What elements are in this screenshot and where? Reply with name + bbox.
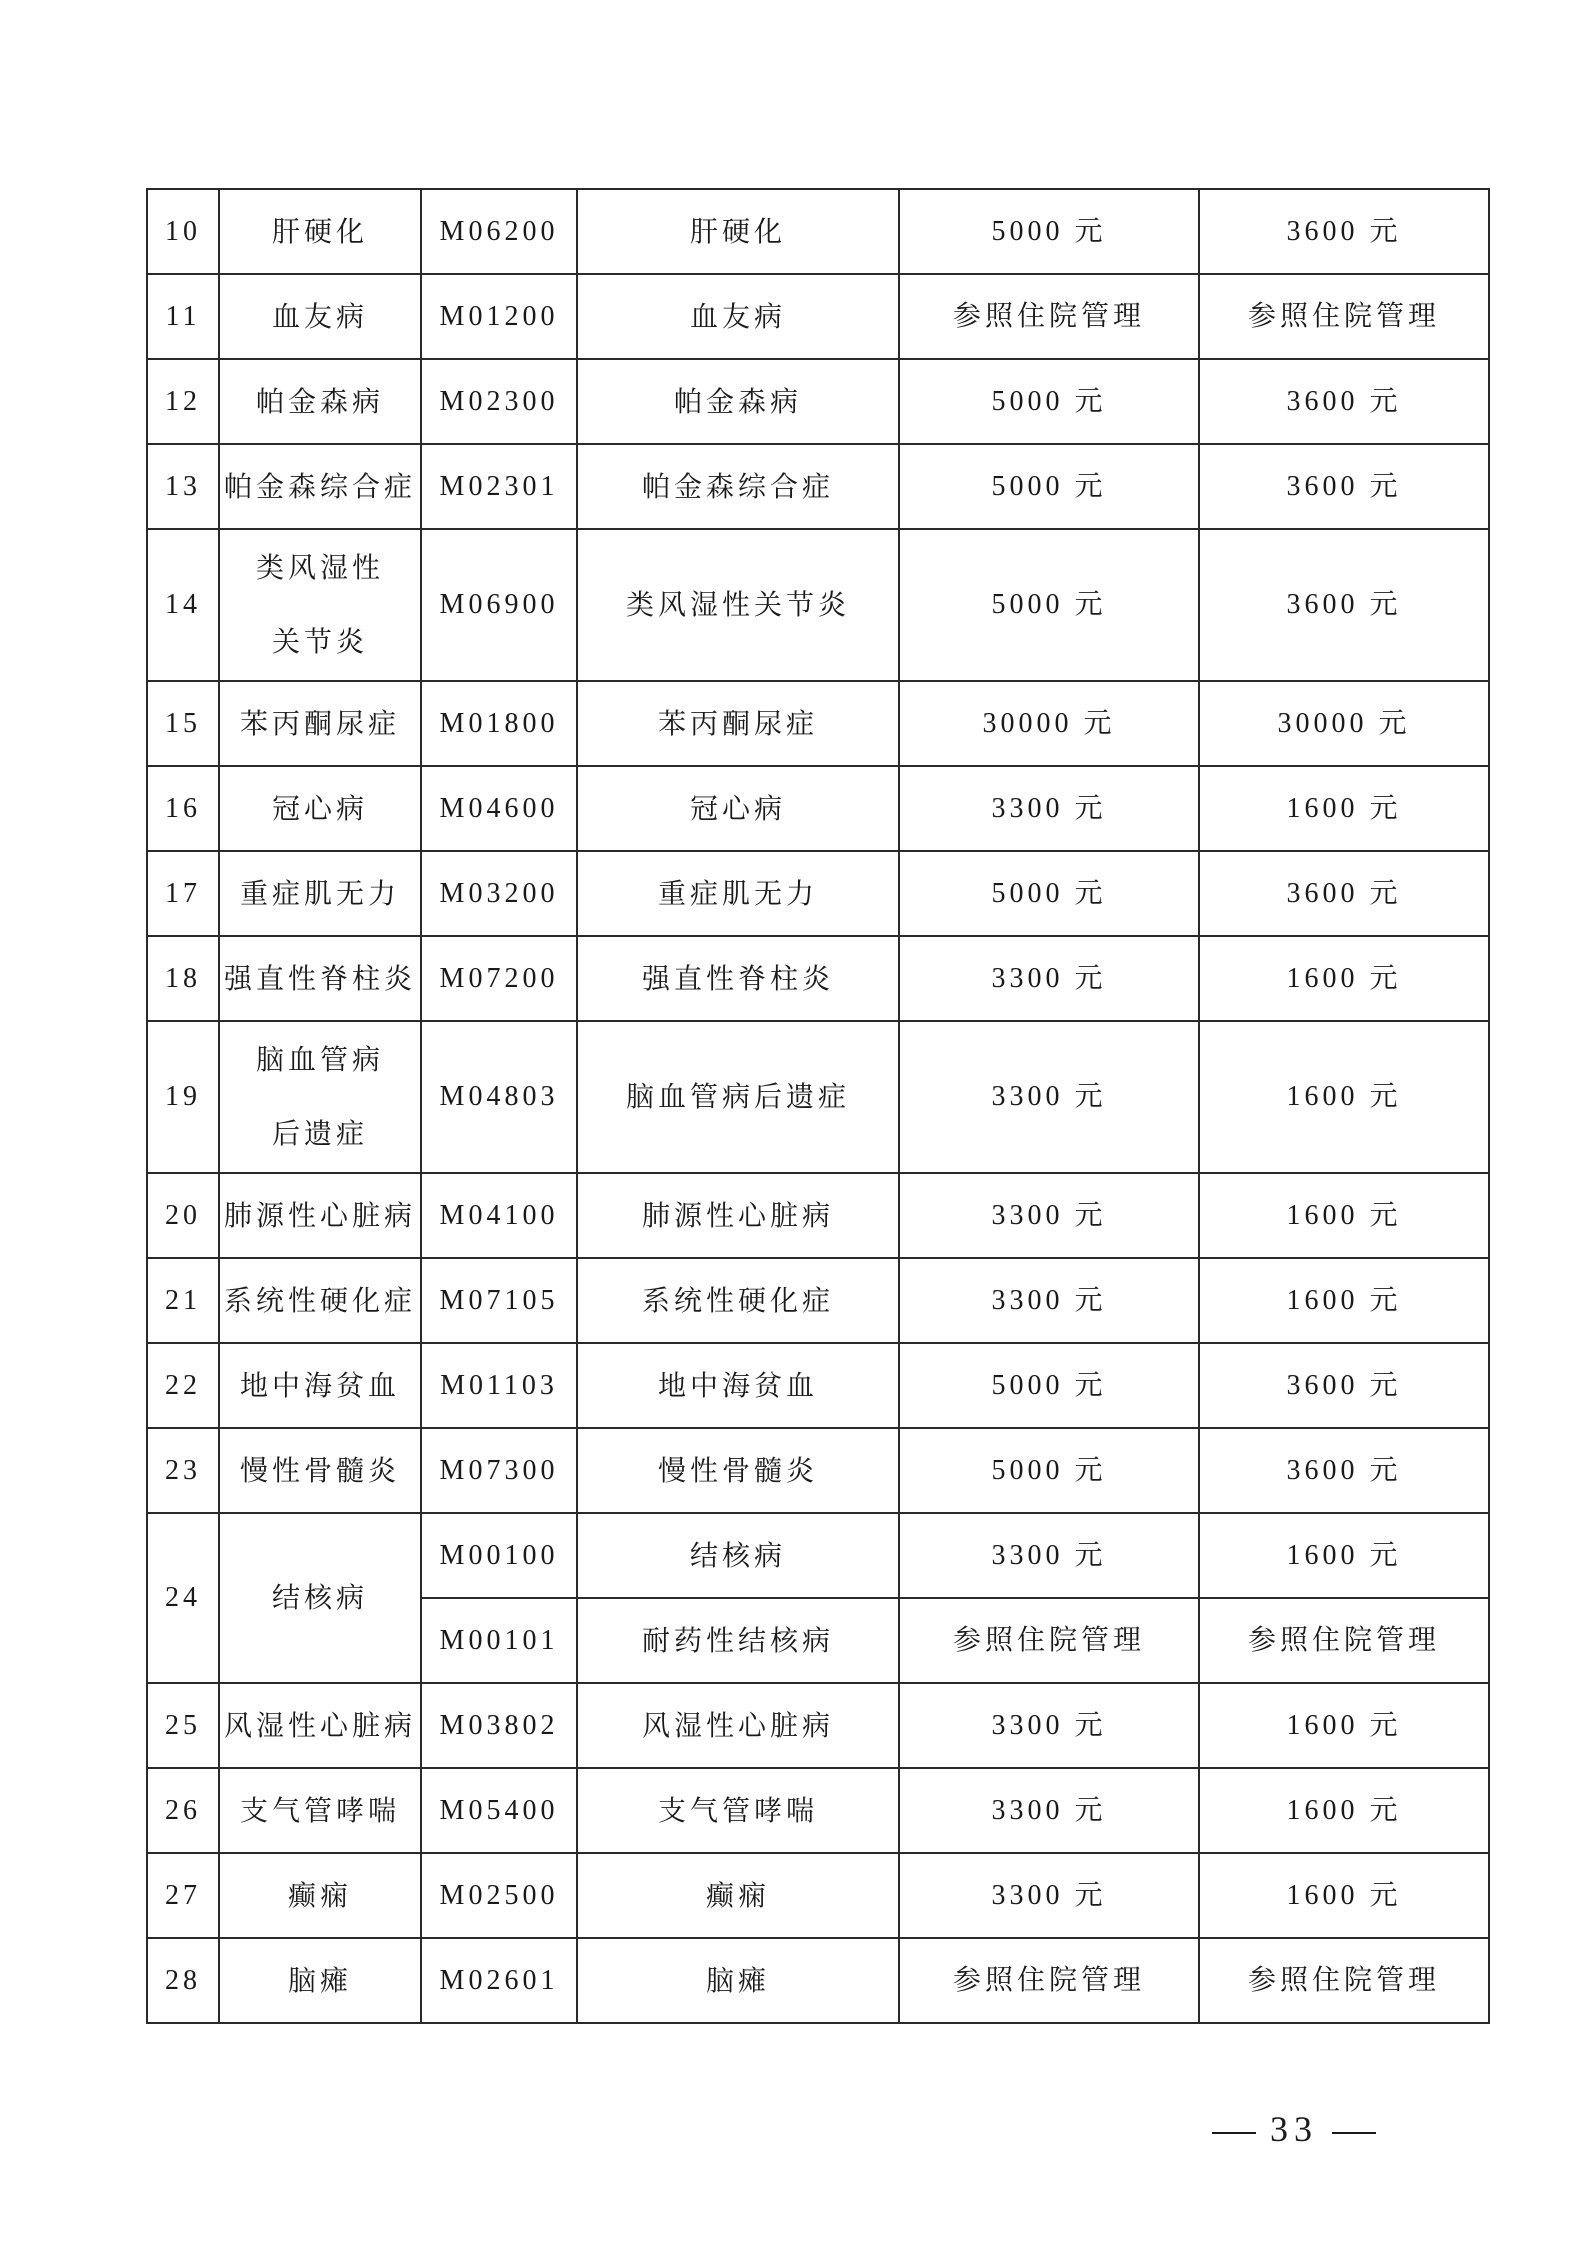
limit-b-cell: 3600 元 [1199,359,1489,444]
disease-name-cell: 支气管哮喘 [577,1768,899,1853]
limit-b-cell: 1600 元 [1199,1258,1489,1343]
limit-a-cell: 5000 元 [899,529,1199,681]
disease-category-cell [219,1343,421,1428]
chronic-disease-table [146,188,1490,2024]
disease-name-cell: 强直性脊柱炎 [577,936,899,1021]
limit-b-cell: 1600 元 [1199,1768,1489,1853]
page-number-right-dash [1332,2132,1376,2134]
limit-b-cell: 1600 元 [1199,1173,1489,1258]
table-row [147,766,1489,851]
limit-b-cell: 1600 元 [1199,936,1489,1021]
limit-b-cell: 3600 元 [1199,529,1489,681]
disease-code-cell: M04100 [421,1173,577,1258]
limit-b-cell: 3600 元 [1199,851,1489,936]
disease-category-line: 关节炎 [271,625,368,658]
limit-b-cell: 1600 元 [1199,1853,1489,1938]
disease-category-cell [219,1258,421,1343]
disease-category-line: 风湿性心脏病 [223,1708,416,1742]
limit-a-cell: 参照住院管理 [899,274,1199,359]
disease-name-cell: 结核病 [577,1513,899,1598]
limit-a-cell: 3300 元 [899,766,1199,851]
limit-a-cell: 参照住院管理 [899,1938,1199,2023]
disease-category-cell [219,1021,421,1173]
disease-name-cell: 帕金森病 [577,359,899,444]
disease-category-line: 结核病 [271,1581,368,1615]
limit-b-cell: 3600 元 [1199,1343,1489,1428]
table-row [147,1513,1489,1598]
disease-category-line: 系统性硬化症 [223,1283,416,1317]
row-number-cell: 16 [147,766,219,851]
disease-category-cell [219,1938,421,2023]
disease-code-cell: M02301 [421,444,577,529]
limit-b-cell: 参照住院管理 [1199,1938,1489,2023]
limit-a-cell: 3300 元 [899,1258,1199,1343]
disease-category-cell [219,681,421,766]
disease-category-cell [219,1853,421,1938]
disease-name-cell: 苯丙酮尿症 [577,681,899,766]
disease-category-line: 脑血管病 [255,1043,384,1076]
disease-name-cell: 帕金森综合症 [577,444,899,529]
disease-category-line: 支气管哮喘 [239,1793,400,1827]
disease-category-cell [219,936,421,1021]
row-number-cell: 20 [147,1173,219,1258]
table-row [147,274,1489,359]
table-row [147,359,1489,444]
disease-code-cell: M01800 [421,681,577,766]
disease-category-cell [219,529,421,681]
disease-category-cell [219,274,421,359]
disease-category-cell [219,1683,421,1768]
row-number-cell: 14 [147,529,219,681]
disease-category-cell [219,766,421,851]
row-number-cell: 11 [147,274,219,359]
row-number-cell: 24 [147,1513,219,1683]
disease-name-cell: 冠心病 [577,766,899,851]
table-row [147,529,1489,681]
row-number-cell: 28 [147,1938,219,2023]
disease-code-cell: M00100 [421,1513,577,1598]
disease-code-cell: M01200 [421,274,577,359]
disease-category-line: 强直性脊柱炎 [223,961,416,995]
disease-category-line: 帕金森综合症 [223,469,416,503]
table-row [147,681,1489,766]
row-number-cell: 12 [147,359,219,444]
disease-category-cell [219,851,421,936]
row-number-cell: 27 [147,1853,219,1938]
disease-category-line: 肺源性心脏病 [223,1198,416,1232]
disease-code-cell: M06200 [421,189,577,274]
limit-a-cell: 3300 元 [899,1853,1199,1938]
disease-name-cell: 肺源性心脏病 [577,1173,899,1258]
disease-code-cell: M03802 [421,1683,577,1768]
disease-code-cell: M03200 [421,851,577,936]
disease-name-cell: 风湿性心脏病 [577,1683,899,1768]
table-row [147,1853,1489,1938]
limit-a-cell: 3300 元 [899,936,1199,1021]
limit-a-cell: 3300 元 [899,1021,1199,1173]
disease-code-cell: M02500 [421,1853,577,1938]
limit-a-cell: 5000 元 [899,1428,1199,1513]
table-row [147,1021,1489,1173]
disease-category-line: 地中海贫血 [239,1368,400,1402]
limit-a-cell: 5000 元 [899,189,1199,274]
limit-b-cell: 1600 元 [1199,1683,1489,1768]
disease-name-cell: 脑血管病后遗症 [577,1021,899,1173]
table-row [147,1768,1489,1853]
disease-code-cell: M05400 [421,1768,577,1853]
disease-name-cell: 脑瘫 [577,1938,899,2023]
disease-category-cell [219,1428,421,1513]
disease-name-cell: 系统性硬化症 [577,1258,899,1343]
limit-a-cell: 3300 元 [899,1683,1199,1768]
row-number-cell: 19 [147,1021,219,1173]
table-body [147,189,1489,2023]
limit-b-cell: 30000 元 [1199,681,1489,766]
table-row [147,1938,1489,2023]
table-row [147,1173,1489,1258]
disease-category-line: 帕金森病 [255,384,384,418]
disease-category-line: 血友病 [271,299,368,333]
disease-code-cell: M02300 [421,359,577,444]
table-row [147,936,1489,1021]
disease-category-cell [219,1173,421,1258]
limit-a-cell: 30000 元 [899,681,1199,766]
disease-category-line: 脑瘫 [287,1963,352,1997]
row-number-cell: 17 [147,851,219,936]
disease-category-line: 癫痫 [287,1878,352,1912]
disease-category-line: 后遗症 [271,1117,368,1150]
limit-b-cell: 1600 元 [1199,1021,1489,1173]
disease-category-cell [219,444,421,529]
disease-name-cell: 血友病 [577,274,899,359]
page-number-left-dash [1212,2132,1256,2134]
table-row [147,1428,1489,1513]
disease-name-cell: 重症肌无力 [577,851,899,936]
row-number-cell: 15 [147,681,219,766]
table-row [147,189,1489,274]
limit-a-cell: 3300 元 [899,1768,1199,1853]
limit-a-cell: 5000 元 [899,444,1199,529]
limit-b-cell: 参照住院管理 [1199,274,1489,359]
disease-category-line: 类风湿性 [255,551,384,584]
disease-code-cell: M06900 [421,529,577,681]
page-number-value: 33 [1270,2109,1318,2149]
disease-category-line: 重症肌无力 [239,876,400,910]
disease-code-cell: M04600 [421,766,577,851]
disease-category-cell [219,1513,421,1683]
limit-a-cell: 5000 元 [899,359,1199,444]
limit-a-cell: 3300 元 [899,1173,1199,1258]
disease-name-cell: 耐药性结核病 [577,1598,899,1683]
disease-category-line: 冠心病 [271,791,368,825]
disease-category-line: 苯丙酮尿症 [239,706,400,740]
disease-code-cell: M04803 [421,1021,577,1173]
disease-code-cell: M07300 [421,1428,577,1513]
page-number [1198,2108,1390,2150]
limit-b-cell: 参照住院管理 [1199,1598,1489,1683]
disease-name-cell: 肝硬化 [577,189,899,274]
row-number-cell: 10 [147,189,219,274]
disease-category-line: 慢性骨髓炎 [239,1453,400,1487]
limit-a-cell: 参照住院管理 [899,1598,1199,1683]
limit-b-cell: 3600 元 [1199,189,1489,274]
row-number-cell: 25 [147,1683,219,1768]
table-row [147,1258,1489,1343]
table-row [147,444,1489,529]
row-number-cell: 18 [147,936,219,1021]
limit-b-cell: 3600 元 [1199,1428,1489,1513]
table-row [147,1683,1489,1768]
table-row [147,851,1489,936]
disease-category-cell [219,189,421,274]
disease-category-line: 肝硬化 [271,214,368,248]
limit-b-cell: 3600 元 [1199,444,1489,529]
limit-a-cell: 5000 元 [899,851,1199,936]
disease-code-cell: M07200 [421,936,577,1021]
limit-b-cell: 1600 元 [1199,766,1489,851]
disease-name-cell: 癫痫 [577,1853,899,1938]
disease-category-cell [219,359,421,444]
limit-b-cell: 1600 元 [1199,1513,1489,1598]
table-row [147,1343,1489,1428]
limit-a-cell: 5000 元 [899,1343,1199,1428]
row-number-cell: 26 [147,1768,219,1853]
disease-code-cell: M02601 [421,1938,577,2023]
row-number-cell: 21 [147,1258,219,1343]
disease-name-cell: 类风湿性关节炎 [577,529,899,681]
disease-category-cell [219,1768,421,1853]
row-number-cell: 13 [147,444,219,529]
disease-code-cell: M00101 [421,1598,577,1683]
disease-name-cell: 慢性骨髓炎 [577,1428,899,1513]
row-number-cell: 23 [147,1428,219,1513]
row-number-cell: 22 [147,1343,219,1428]
limit-a-cell: 3300 元 [899,1513,1199,1598]
disease-code-cell: M07105 [421,1258,577,1343]
disease-name-cell: 地中海贫血 [577,1343,899,1428]
disease-code-cell: M01103 [421,1343,577,1428]
